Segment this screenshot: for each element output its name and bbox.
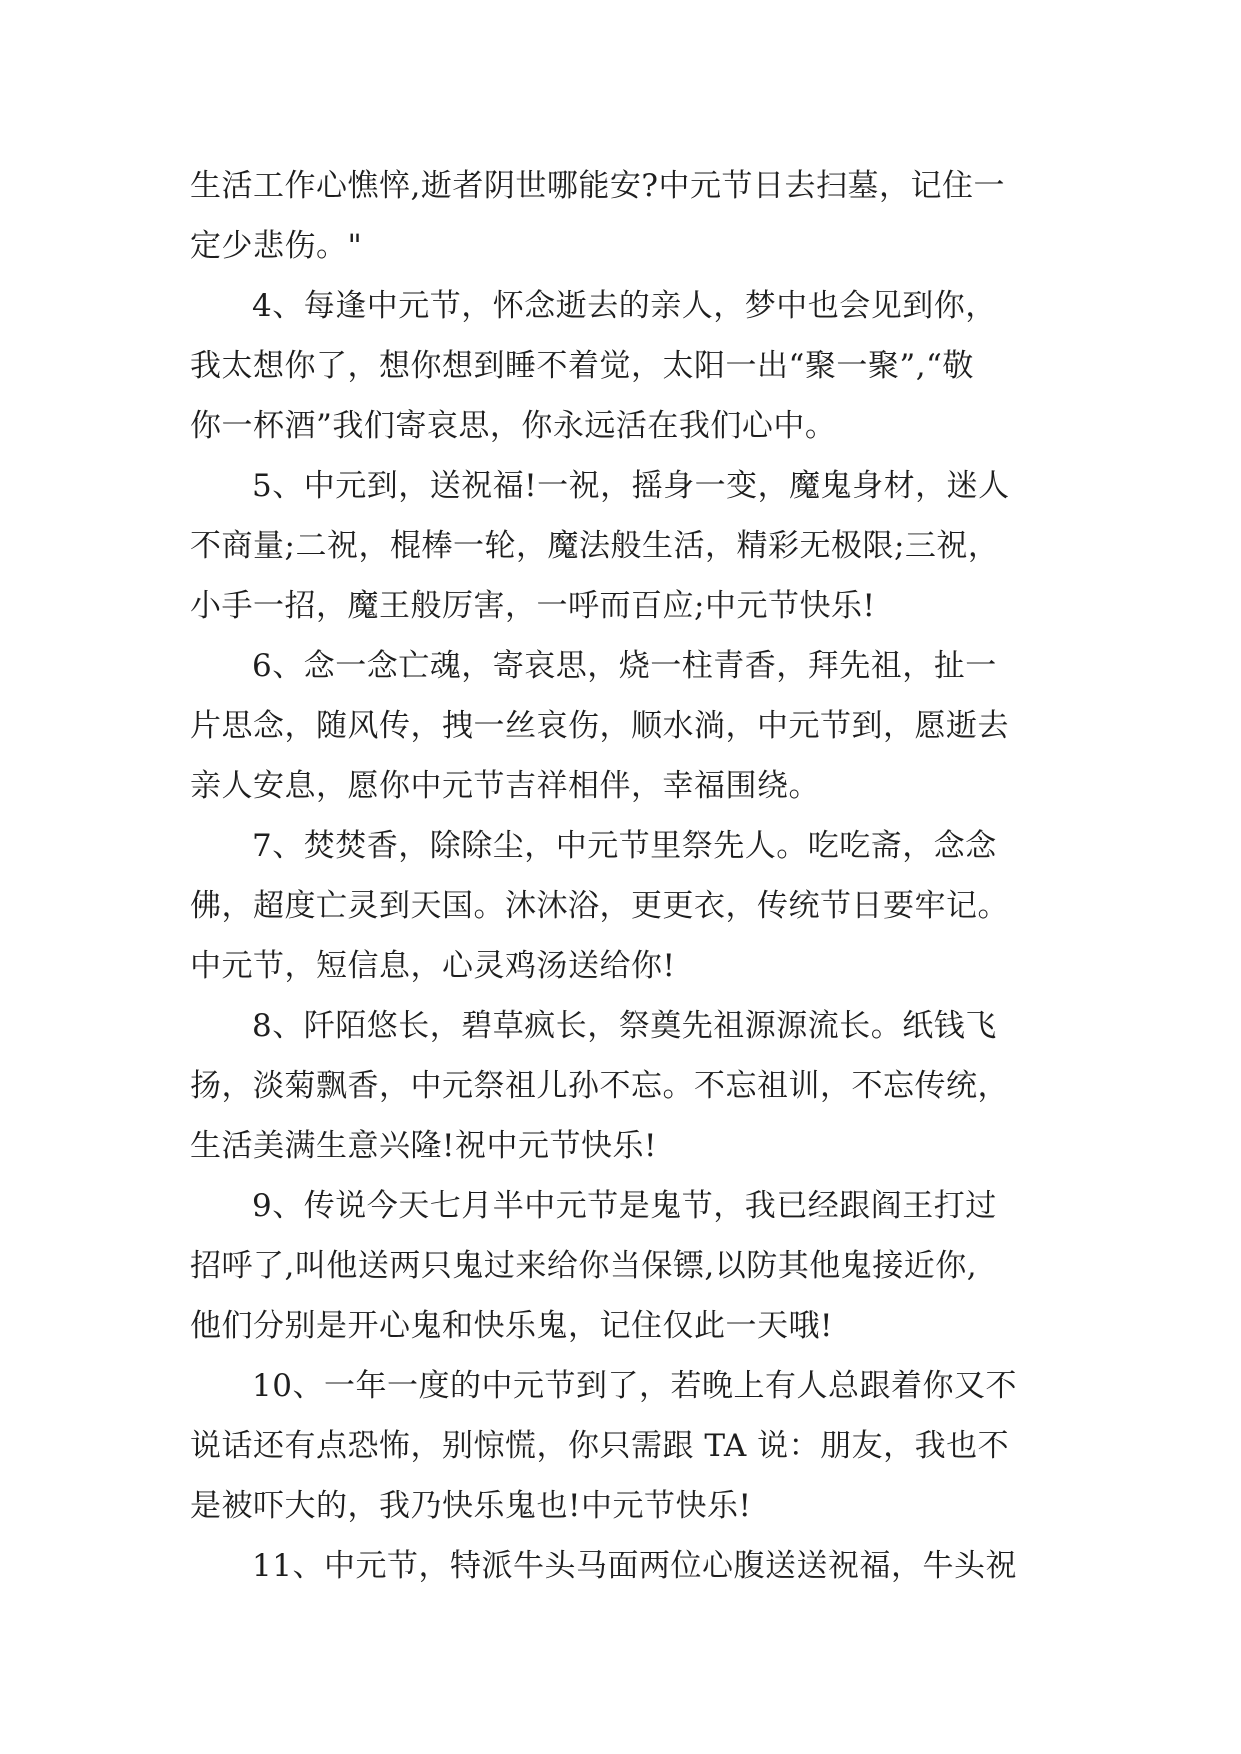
text-line: 佛，超度亡灵到天国。沐沐浴，更更衣，传统节日要牢记。 <box>190 888 1009 924</box>
text-line: 我太想你了，想你想到睡不着觉，太阳一出“聚一聚”,“敬 <box>190 348 974 384</box>
text-line: 是被吓大的，我乃快乐鬼也!中元节快乐! <box>190 1488 752 1524</box>
paragraph-start-11: 11、中元节，特派牛头马面两位心腹送送祝福，牛头祝 <box>252 1548 1017 1584</box>
paragraph-start-9: 9、传说今天七月半中元节是鬼节，我已经跟阎王打过 <box>252 1188 997 1224</box>
document-body <box>190 156 1070 1596</box>
text-line: 定少悲伤。" <box>190 228 363 264</box>
text-line: 招呼了,叫他送两只鬼过来给你当保镖,以防其他鬼接近你, <box>190 1248 978 1284</box>
text-line: 不商量;二祝，棍棒一轮，魔法般生活，精彩无极限;三祝， <box>190 528 1000 564</box>
text-line: 亲人安息，愿你中元节吉祥相伴，幸福围绕。 <box>190 768 820 804</box>
text-line: 他们分别是开心鬼和快乐鬼，记住仅此一天哦! <box>190 1308 833 1344</box>
text-line: 生活工作心憔悴,逝者阴世哪能安?中元节日去扫墓，记住一 <box>190 168 1005 204</box>
paragraph-start-8: 8、阡陌悠长，碧草疯长，祭奠先祖源源流长。纸钱飞 <box>252 1008 997 1044</box>
text-line: 中元节，短信息，心灵鸡汤送给你! <box>190 948 676 984</box>
text-line: 小手一招，魔王般厉害，一呼而百应;中元节快乐! <box>190 588 876 624</box>
text-line: 你一杯酒”我们寄哀思，你永远活在我们心中。 <box>190 408 837 444</box>
text-line: 片思念，随风传，拽一丝哀伤，顺水淌，中元节到，愿逝去 <box>190 708 1009 744</box>
text-line: 扬，淡菊飘香，中元祭祖儿孙不忘。不忘祖训，不忘传统， <box>190 1068 1009 1104</box>
paragraph-start-7: 7、焚焚香，除除尘，中元节里祭先人。吃吃斋，念念 <box>252 828 997 864</box>
paragraph-start-5: 5、中元到，送祝福!一祝，摇身一变，魔鬼身材，迷人 <box>252 468 1010 504</box>
text-line: 生活美满生意兴隆!祝中元节快乐! <box>190 1128 657 1164</box>
text-line: 说话还有点恐怖，别惊慌，你只需跟 TA 说：朋友，我也不 <box>190 1428 1010 1464</box>
paragraph-start-6: 6、念一念亡魂，寄哀思，烧一柱青香，拜先祖，扯一 <box>252 648 997 684</box>
paragraph-start-4: 4、每逢中元节，怀念逝去的亲人，梦中也会见到你， <box>252 288 997 324</box>
paragraph-start-10: 10、一年一度的中元节到了，若晚上有人总跟着你又不 <box>252 1368 1017 1404</box>
